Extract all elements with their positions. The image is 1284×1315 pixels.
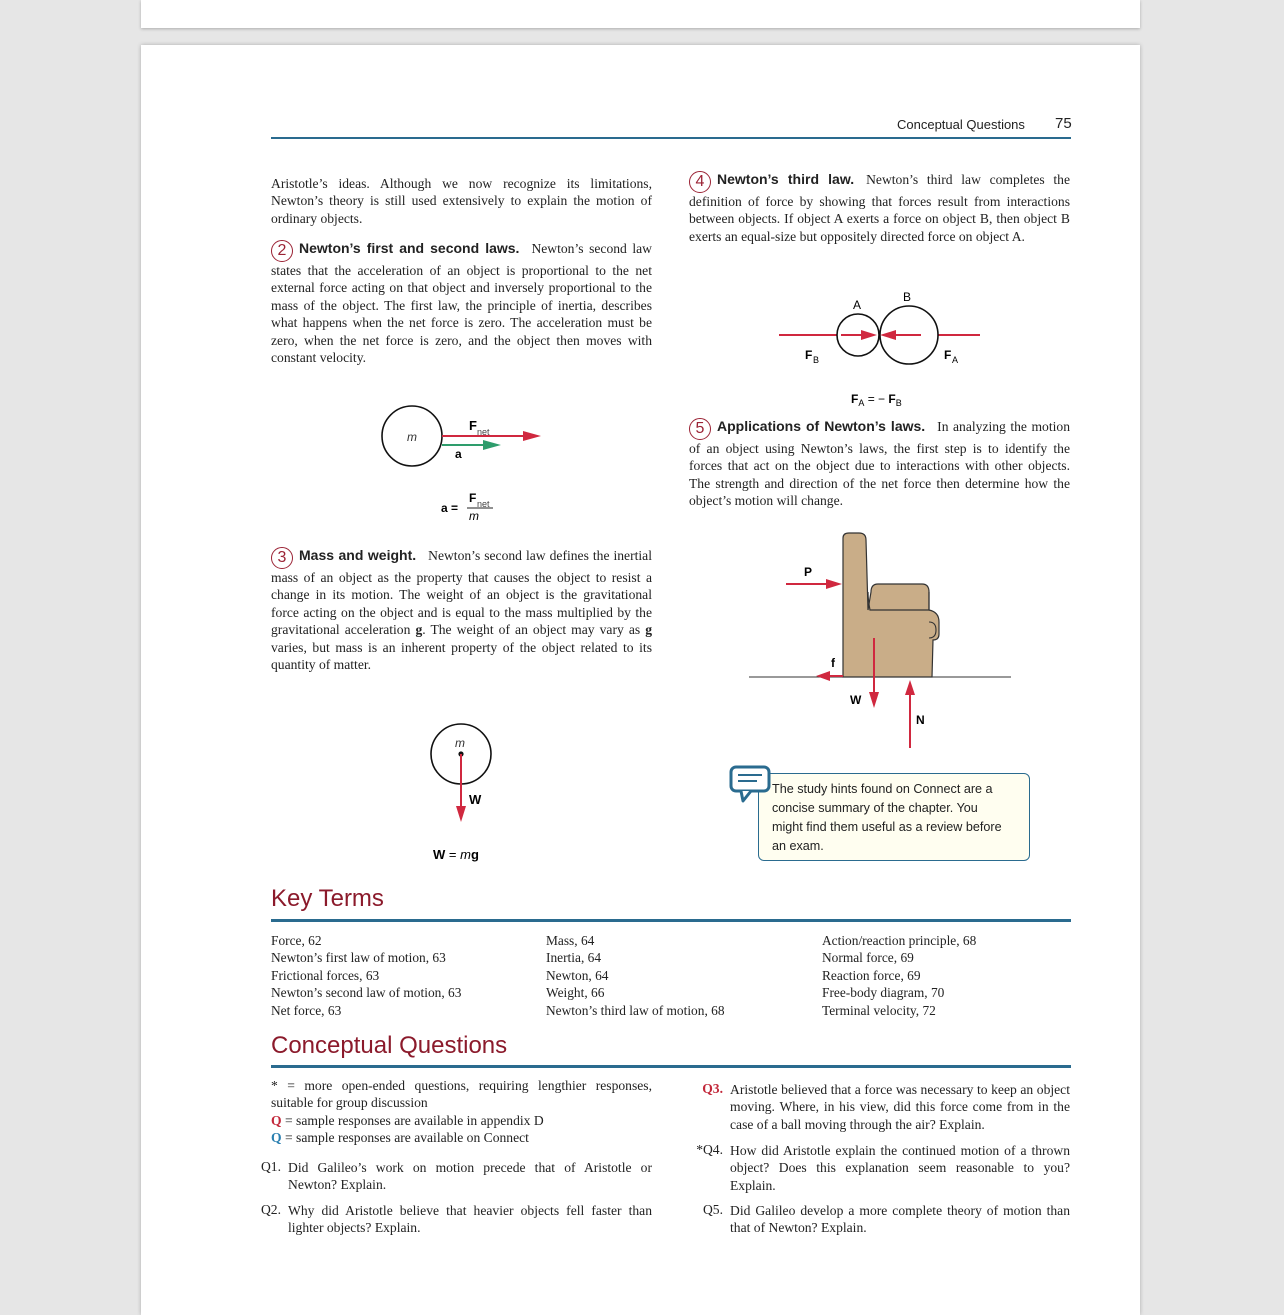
section-5 — [689, 418, 1070, 510]
question-item — [693, 1202, 1070, 1237]
chair-body — [843, 533, 939, 677]
section-body-2: . The weight of an object may vary as — [422, 622, 646, 638]
section-4 — [689, 171, 1070, 245]
key-terms-col-1 — [271, 932, 461, 1019]
section-body-3: varies, but mass is an inherent property of the object related to its quantity of matter. — [271, 639, 652, 673]
net-force-arrowhead — [523, 431, 541, 441]
key-term: Newton’s first law of motion, 63 — [271, 950, 446, 966]
eq-m: m — [460, 847, 471, 862]
section-heading: Mass and weight. — [299, 547, 417, 563]
fa-sub: A — [952, 355, 959, 365]
conceptual-questions-title: Conceptual Questions — [271, 1032, 508, 1059]
fa-label: F — [944, 348, 952, 362]
eq-lhs: a = — [441, 501, 459, 515]
section-heading: Newton’s third law. — [717, 171, 855, 187]
friction-arrowhead — [816, 671, 830, 681]
question-text: Aristotle believed that a force was necessary to keep an object moving. Where, in his view, did this force come from in the case of a ball moving through the air? Explain. — [730, 1082, 1070, 1132]
question-item — [693, 1142, 1070, 1194]
question-number: Q2. — [260, 1202, 281, 1217]
header-rule — [271, 137, 1071, 139]
section-heading: Applications of Newton’s laws. — [717, 418, 926, 434]
eq-mid: = − — [864, 392, 889, 406]
second-law-figure — [371, 395, 551, 530]
weight-arrowhead — [456, 806, 466, 822]
n-label: N — [916, 713, 925, 727]
question-item — [693, 1081, 1070, 1133]
section-3 — [271, 547, 652, 673]
key-term: Mass, 64 — [546, 933, 595, 948]
question-number: Q3. — [702, 1081, 723, 1096]
section-number: 4 — [689, 171, 711, 193]
section-body: In analyzing the motion of an object using Newton’s laws, the first step is to identify the forces that act on the object due to interactions with other objects. The strength and direction of the net force then determine how the object’s motion will change. — [689, 419, 1070, 509]
question-text: Did Galileo’s work on motion precede that of Aristotle or Newton? Explain. — [288, 1160, 652, 1193]
key-term: Normal force, 69 — [822, 950, 914, 966]
section-number: 3 — [271, 547, 293, 569]
section-number: 2 — [271, 240, 293, 262]
key-term: Terminal velocity, 72 — [822, 1002, 936, 1018]
section-body: Newton’s third law completes the definition of force by showing that forces result from interactions between objects. If object A exerts a force on object B, then object B exerts an equal-size but oppositely directed force on object A. — [689, 172, 1070, 244]
eq-numerator-sub: net — [477, 499, 490, 509]
question-item — [251, 1159, 652, 1194]
weight-label: W — [469, 792, 482, 807]
question-number: Q5. — [702, 1202, 723, 1217]
normal-arrowhead — [905, 680, 915, 695]
gravity-symbol-2: g — [645, 622, 652, 638]
eq-fa-sub: A — [858, 398, 865, 408]
acceleration-arrowhead — [483, 440, 501, 450]
intro-paragraph: Aristotle’s ideas. Although we now recognize its limitations, Newton’s theory is still used extensively to explain the motion of ordinary objects. — [271, 176, 652, 226]
study-hint-text: The study hints found on Connect are a concise summary of the chapter. You might find them useful as a review before an exam. — [772, 782, 1002, 853]
question-legend — [271, 1077, 652, 1147]
key-terms-title: Key Terms — [271, 885, 384, 912]
key-term: Net force, 63 — [271, 1002, 342, 1018]
key-terms-col-3 — [822, 932, 976, 1019]
f-label: f — [831, 656, 835, 670]
question-item — [251, 1202, 652, 1237]
legend-q-red — [271, 1112, 652, 1129]
eq-fb: F — [888, 392, 896, 406]
question-number: Q1. — [260, 1159, 281, 1174]
study-hint-box — [758, 773, 1030, 861]
weight-figure — [421, 720, 531, 870]
weight-arrowhead — [869, 692, 879, 708]
third-law-figure — [771, 285, 991, 415]
section-body-1: Newton’s second law defines the inertial mass of an object as the property that causes the object to resist a change in its motion. The weight of an object is the gravitational force acting on the object and is equal to the mass multiplied by the gravitational acceleration — [271, 548, 652, 638]
key-term: Newton, 64 — [546, 967, 609, 983]
fb-label: F — [805, 348, 813, 362]
w-label: W — [850, 693, 862, 707]
question-text: How did Aristotle explain the continued motion of a thrown object? Does this explanation seem reasonable to you? Explain. — [730, 1143, 1070, 1193]
label-a: A — [853, 298, 862, 312]
key-term: Inertia, 64 — [546, 950, 602, 966]
question-text: Why did Aristotle believe that heavier objects fell faster than lighter objects? Explain. — [288, 1203, 652, 1236]
running-head: Conceptual Questions — [897, 117, 1025, 132]
legend-star-text: = more open-ended questions, requiring lengthier responses, suitable for group discussion — [271, 1078, 652, 1111]
third-law-equation — [851, 392, 902, 408]
previous-page — [141, 0, 1140, 28]
section-body: Newton’s second law states that the acceleration of an object is proportional to the net external force acting on that object and inversely proportional to the mass of the object. The first law, the principle of inertia, describes what happens when the net force is zero. The acceleration must be zero, when the net force is zero, and the object then moves with constant velocity. — [271, 241, 653, 366]
eq-numerator: F — [469, 491, 477, 505]
gravity-symbol: g — [415, 622, 423, 638]
q-blue-symbol: Q — [271, 1130, 282, 1146]
section-heading: Newton’s first and second laws. — [299, 240, 520, 256]
key-term: Force, 62 — [271, 933, 322, 948]
weight-equation — [433, 847, 479, 862]
fb-sub: B — [813, 355, 820, 365]
section-2 — [271, 240, 652, 366]
key-term: Action/reaction principle, 68 — [822, 933, 977, 948]
key-terms-rule — [271, 919, 1071, 922]
force-subscript: net — [477, 427, 490, 437]
push-arrowhead — [826, 579, 842, 589]
question-text: Did Galileo develop a more complete theory of motion than that of Newton? Explain. — [730, 1203, 1070, 1236]
p-label: P — [804, 565, 813, 579]
key-term: Frictional forces, 63 — [271, 967, 380, 983]
label-b: B — [903, 290, 912, 304]
mass-label: m — [407, 430, 417, 444]
section-number: 5 — [689, 418, 711, 440]
eq-equals: = — [445, 847, 461, 862]
eq-g: g — [470, 847, 479, 862]
eq-fb-sub: B — [895, 398, 902, 408]
acceleration-label: a — [455, 447, 462, 461]
eq-fa: F — [851, 392, 859, 406]
star-symbol: * — [271, 1078, 278, 1093]
key-term: Weight, 66 — [546, 985, 605, 1001]
eq-w: W — [433, 847, 446, 862]
legend-q-red-text: = sample responses are available in appendix D — [281, 1112, 544, 1128]
key-term: Newton’s third law of motion, 68 — [546, 1002, 725, 1018]
mass-label: m — [455, 736, 465, 750]
chair-figure — [746, 530, 1016, 752]
key-terms-col-2 — [546, 932, 725, 1019]
chat-bubble-icon — [727, 763, 775, 805]
q-red-symbol: Q — [271, 1112, 282, 1128]
conceptual-questions-rule — [271, 1065, 1071, 1068]
page-number: 75 — [1055, 115, 1072, 132]
legend-q-blue-text: = sample responses are available on Connect — [281, 1130, 529, 1146]
force-label: F — [469, 418, 477, 433]
legend-star — [271, 1077, 652, 1112]
book-page — [141, 45, 1140, 1315]
question-number: *Q4. — [696, 1142, 723, 1157]
legend-q-blue — [271, 1129, 652, 1146]
eq-denominator: m — [469, 509, 479, 523]
key-term: Newton’s second law of motion, 63 — [271, 985, 462, 1001]
key-term: Free-body diagram, 70 — [822, 985, 945, 1001]
key-term: Reaction force, 69 — [822, 967, 921, 983]
